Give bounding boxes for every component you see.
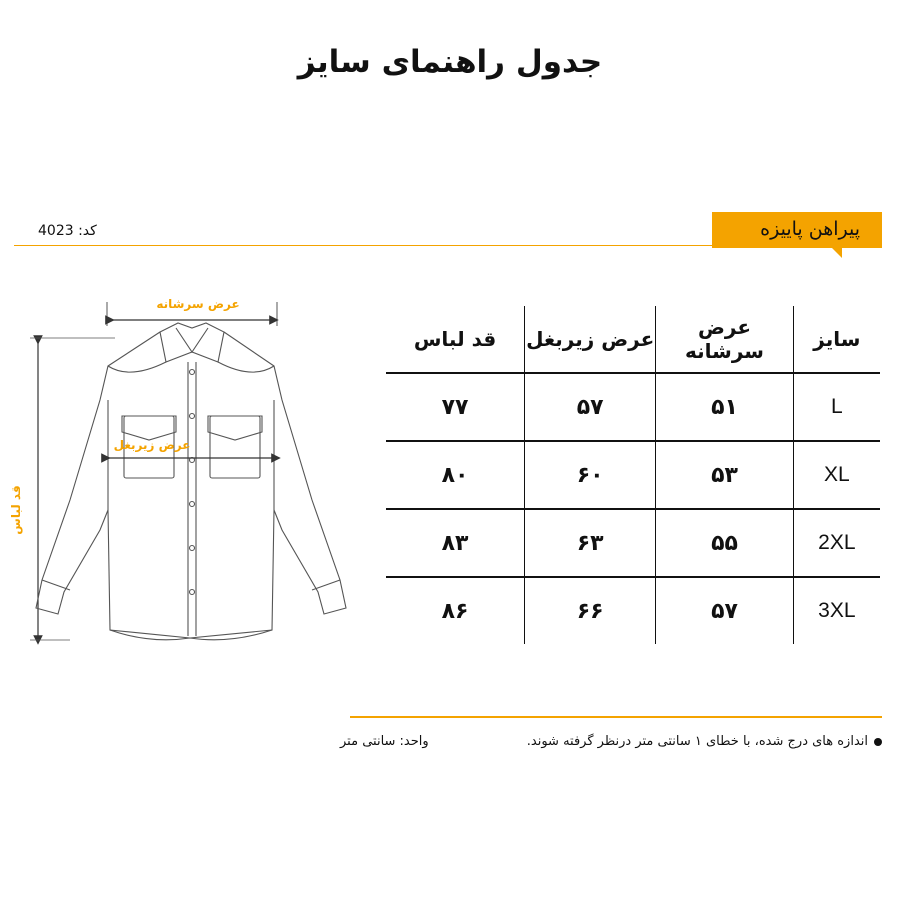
- product-tag-tail: [832, 248, 842, 258]
- cell-length: ۷۷: [386, 373, 525, 441]
- chest-label: عرض زیربغل: [113, 438, 191, 452]
- cell-size: 3XL: [793, 577, 880, 644]
- bullet-icon: [874, 738, 882, 746]
- page-title: جدول راهنمای سایز: [297, 44, 603, 80]
- header-chest: عرض زیربغل: [525, 306, 656, 373]
- product-tag: [712, 212, 882, 248]
- size-table: [386, 306, 880, 644]
- header-length: قد لباس: [386, 306, 525, 373]
- cell-size: L: [793, 373, 880, 441]
- cell-size: XL: [793, 441, 880, 509]
- cell-chest: ۶۰: [525, 441, 656, 509]
- cell-shoulder: ۵۱: [656, 373, 793, 441]
- unit-label: واحد: سانتی متر: [340, 734, 429, 749]
- table-row: [386, 509, 880, 577]
- length-label: قد لباس: [9, 485, 23, 535]
- cell-length: ۸۶: [386, 577, 525, 644]
- product-name: پیراهن پاییزه: [760, 218, 860, 240]
- shoulder-label: عرض سرشانه: [156, 297, 240, 311]
- footer-note: [527, 734, 882, 749]
- header-shoulder: عرض سرشانه: [656, 306, 793, 373]
- footer-note-text: اندازه های درج شده، با خطای ۱ سانتی متر درنظر گرفته شوند.: [526, 734, 868, 749]
- header-divider: [14, 245, 712, 246]
- table-row: [386, 441, 880, 509]
- cell-shoulder: ۵۷: [656, 577, 793, 644]
- table-row: [386, 373, 880, 441]
- size-table-header: [386, 306, 880, 373]
- footer-divider: [350, 716, 882, 718]
- cell-shoulder: ۵۵: [656, 509, 793, 577]
- header-size: سایز: [813, 327, 861, 351]
- cell-size: 2XL: [793, 509, 880, 577]
- product-code-value: 4023: [38, 223, 74, 239]
- cell-length: ۸۰: [386, 441, 525, 509]
- cell-shoulder: ۵۳: [656, 441, 793, 509]
- cell-length: ۸۳: [386, 509, 525, 577]
- cell-chest: ۵۷: [525, 373, 656, 441]
- shirt-diagram: [0, 280, 360, 660]
- product-code: [38, 223, 97, 239]
- cell-chest: ۶۳: [525, 509, 656, 577]
- table-row: [386, 577, 880, 644]
- product-code-label: کد:: [78, 223, 97, 239]
- cell-chest: ۶۶: [525, 577, 656, 644]
